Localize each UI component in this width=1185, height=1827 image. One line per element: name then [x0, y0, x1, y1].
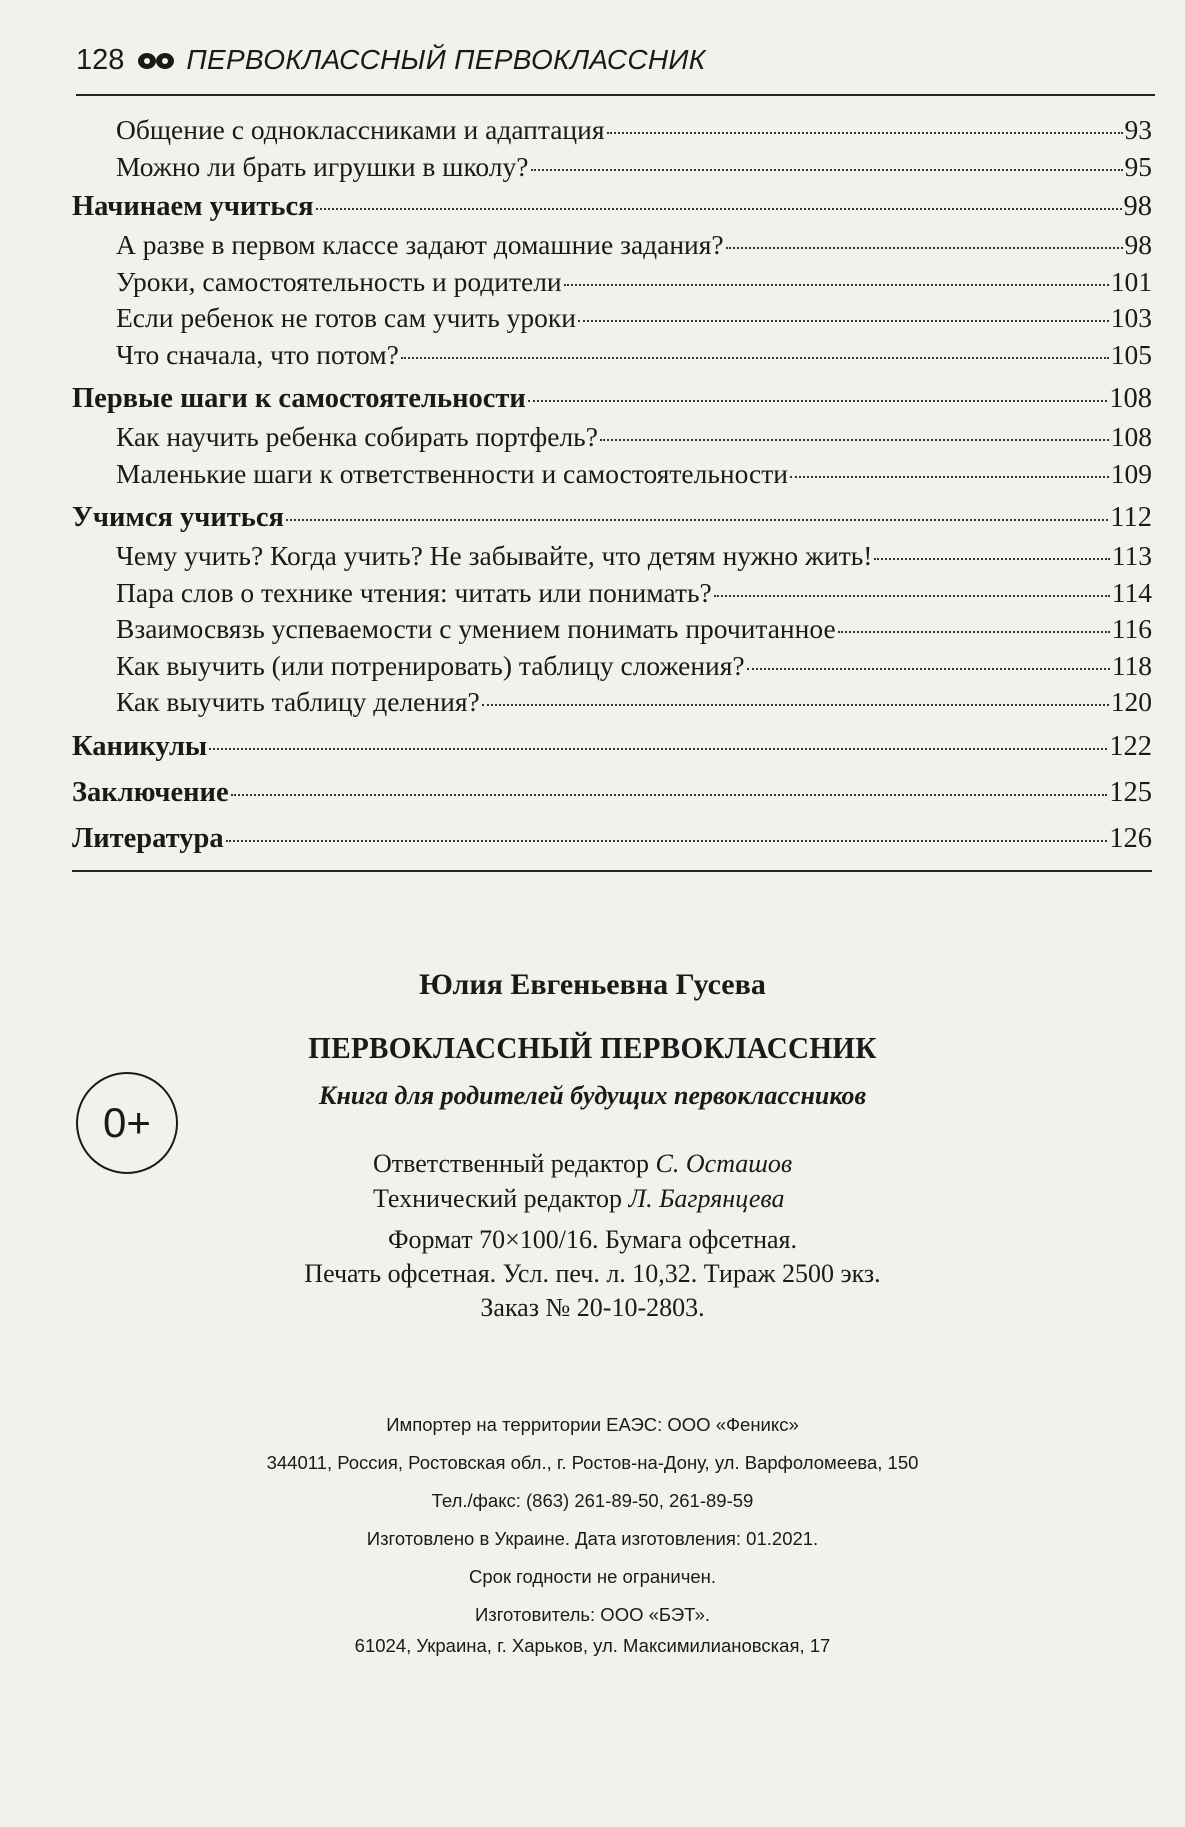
toc-section — [72, 686, 1152, 723]
resp-editor-label: Ответственный редактор — [373, 1149, 650, 1178]
toc-page-number: 105 — [1110, 338, 1152, 370]
age-rating-text: 0+ — [103, 1099, 151, 1146]
toc-page-number: 113 — [1111, 540, 1152, 571]
toc-leader-dots — [726, 246, 1123, 249]
shelf-life-line: Срок годности не ограничен. — [469, 1566, 716, 1587]
made-in-line: Изготовлено в Украине. Дата изготовления: 01.2021. — [366, 1528, 819, 1549]
toc-entry-title: Пара слов о технике чтения: читать или понимать? — [116, 576, 712, 608]
toc-entry-title: Как научить ребенка собирать портфель? — [116, 421, 598, 452]
toc-leader-dots — [401, 356, 1109, 359]
toc-entry-title: Учимся учиться — [72, 502, 284, 533]
toc-leader-dots — [528, 399, 1107, 402]
toc-page-number: 126 — [1109, 822, 1152, 854]
resp-editor-name: С. Осташов — [655, 1149, 793, 1178]
page-number: 128 — [76, 44, 125, 76]
table-of-contents — [72, 114, 1152, 861]
toc-entry-title: Что сначала, что потом? — [116, 338, 399, 370]
toc-page-number: 122 — [1109, 730, 1152, 762]
toc-page-number: 108 — [1110, 421, 1152, 452]
toc-leader-dots — [578, 319, 1109, 322]
toc-leader-dots — [790, 475, 1109, 478]
responsible-editor-line — [373, 1146, 792, 1181]
toc-leader-dots — [226, 839, 1108, 842]
toc-entry-title: Маленькие шаги к ответственности и самостоятельности — [116, 457, 788, 489]
section-divider — [72, 870, 1152, 872]
toc-leader-dots — [714, 594, 1110, 597]
toc-chapter — [72, 191, 1152, 229]
toc-page-number: 118 — [1111, 649, 1152, 681]
toc-leader-dots — [286, 518, 1108, 521]
toc-leader-dots — [316, 207, 1122, 210]
toc-section — [72, 458, 1152, 495]
toc-entry-title: Начинаем учиться — [72, 191, 314, 222]
toc-chapter — [72, 731, 1152, 769]
toc-page-number: 109 — [1110, 457, 1152, 489]
toc-page-number: 98 — [1124, 229, 1152, 260]
toc-entry-title: Взаимосвязь успеваемости с умением понимать прочитанное — [116, 613, 836, 644]
manufacturer-address-line: 61024, Украина, г. Харьков, ул. Максимилиановская, 17 — [354, 1635, 831, 1656]
toc-page-number: 108 — [1109, 383, 1152, 414]
toc-leader-dots — [564, 283, 1109, 286]
toc-leader-dots — [747, 667, 1110, 670]
toc-page-number: 120 — [1110, 686, 1152, 717]
format-line: Формат 70×100/16. Бумага офсетная. — [387, 1225, 798, 1254]
toc-section — [72, 613, 1152, 650]
importer-line: Импортер на территории ЕАЭС: ООО «Феникс» — [386, 1414, 799, 1435]
toc-section — [72, 114, 1152, 151]
toc-section — [72, 339, 1152, 376]
toc-page-number: 112 — [1110, 502, 1152, 533]
toc-page-number: 101 — [1110, 265, 1152, 297]
toc-chapter — [72, 823, 1152, 861]
book-subtitle: Книга для родителей будущих первоклассников — [318, 1081, 867, 1110]
toc-page-number: 93 — [1124, 114, 1152, 145]
tech-editor-label: Технический редактор — [373, 1184, 622, 1213]
toc-entry-title: Первые шаги к самостоятельности — [72, 383, 526, 414]
toc-entry-title: Как выучить таблицу деления? — [116, 686, 480, 717]
toc-leader-dots — [209, 747, 1107, 750]
toc-entry-title: Литература — [72, 822, 224, 854]
toc-leader-dots — [231, 793, 1108, 796]
toc-section — [72, 540, 1152, 577]
toc-chapter — [72, 383, 1152, 421]
toc-leader-dots — [531, 168, 1123, 171]
toc-page-number: 114 — [1111, 576, 1152, 608]
print-line: Печать офсетная. Усл. печ. л. 10,32. Тираж 2500 экз. — [304, 1259, 881, 1288]
toc-entry-title: Если ребенок не готов сам учить уроки — [116, 302, 576, 333]
toc-section — [72, 229, 1152, 266]
toc-entry-title: Каникулы — [72, 730, 208, 762]
toc-entry-title: Как выучить (или потренировать) таблицу сложения? — [116, 649, 745, 681]
page-header — [76, 44, 1155, 96]
order-line: Заказ № 20-10-2803. — [480, 1293, 705, 1322]
manufacturer-line: Изготовитель: ООО «БЭТ». — [474, 1604, 711, 1625]
running-title: ПЕРВОКЛАССНЫЙ ПЕРВОКЛАССНИК — [186, 44, 706, 75]
toc-section — [72, 650, 1152, 687]
toc-entry-title: Уроки, самостоятельность и родители — [116, 265, 562, 297]
toc-page-number: 125 — [1109, 776, 1152, 808]
toc-leader-dots — [874, 557, 1109, 560]
toc-section — [72, 577, 1152, 614]
legal-info — [0, 1414, 1185, 1673]
toc-entry-title: Общение с одноклассниками и адаптация — [116, 114, 605, 145]
toc-page-number: 116 — [1111, 613, 1152, 644]
toc-entry-title: Можно ли брать игрушки в школу? — [116, 150, 529, 182]
toc-entry-title: А разве в первом классе задают домашние задания? — [116, 229, 724, 260]
author-name: Юлия Евгеньевна Гусева — [419, 968, 766, 1001]
toc-leader-dots — [600, 438, 1109, 441]
importer-address-line: 344011, Россия, Ростовская обл., г. Ростов-на-Дону, ул. Варфоломеева, 150 — [266, 1452, 919, 1473]
editors-block — [373, 1146, 792, 1216]
toc-leader-dots — [838, 630, 1110, 633]
double-dot-ornament-icon — [136, 50, 176, 72]
toc-leader-dots — [482, 703, 1109, 706]
toc-chapter — [72, 502, 1152, 540]
toc-chapter — [72, 777, 1152, 815]
toc-section — [72, 302, 1152, 339]
tech-editor-name: Л. Багрянцева — [628, 1184, 785, 1213]
phone-line: Тел./факс: (863) 261-89-50, 261-89-59 — [431, 1490, 754, 1511]
toc-page-number: 103 — [1110, 302, 1152, 333]
print-specs — [0, 1223, 1185, 1325]
toc-section — [72, 421, 1152, 458]
toc-page-number: 98 — [1123, 191, 1152, 222]
toc-entry-title: Заключение — [72, 776, 229, 808]
age-rating-badge — [76, 1072, 178, 1174]
toc-leader-dots — [607, 131, 1123, 134]
book-title: ПЕРВОКЛАССНЫЙ ПЕРВОКЛАССНИК — [308, 1030, 877, 1065]
toc-entry-title: Чему учить? Когда учить? Не забывайте, что детям нужно жить! — [116, 540, 873, 571]
toc-section — [72, 151, 1152, 188]
toc-page-number: 95 — [1124, 150, 1152, 182]
toc-section — [72, 266, 1152, 303]
technical-editor-line — [373, 1181, 792, 1216]
